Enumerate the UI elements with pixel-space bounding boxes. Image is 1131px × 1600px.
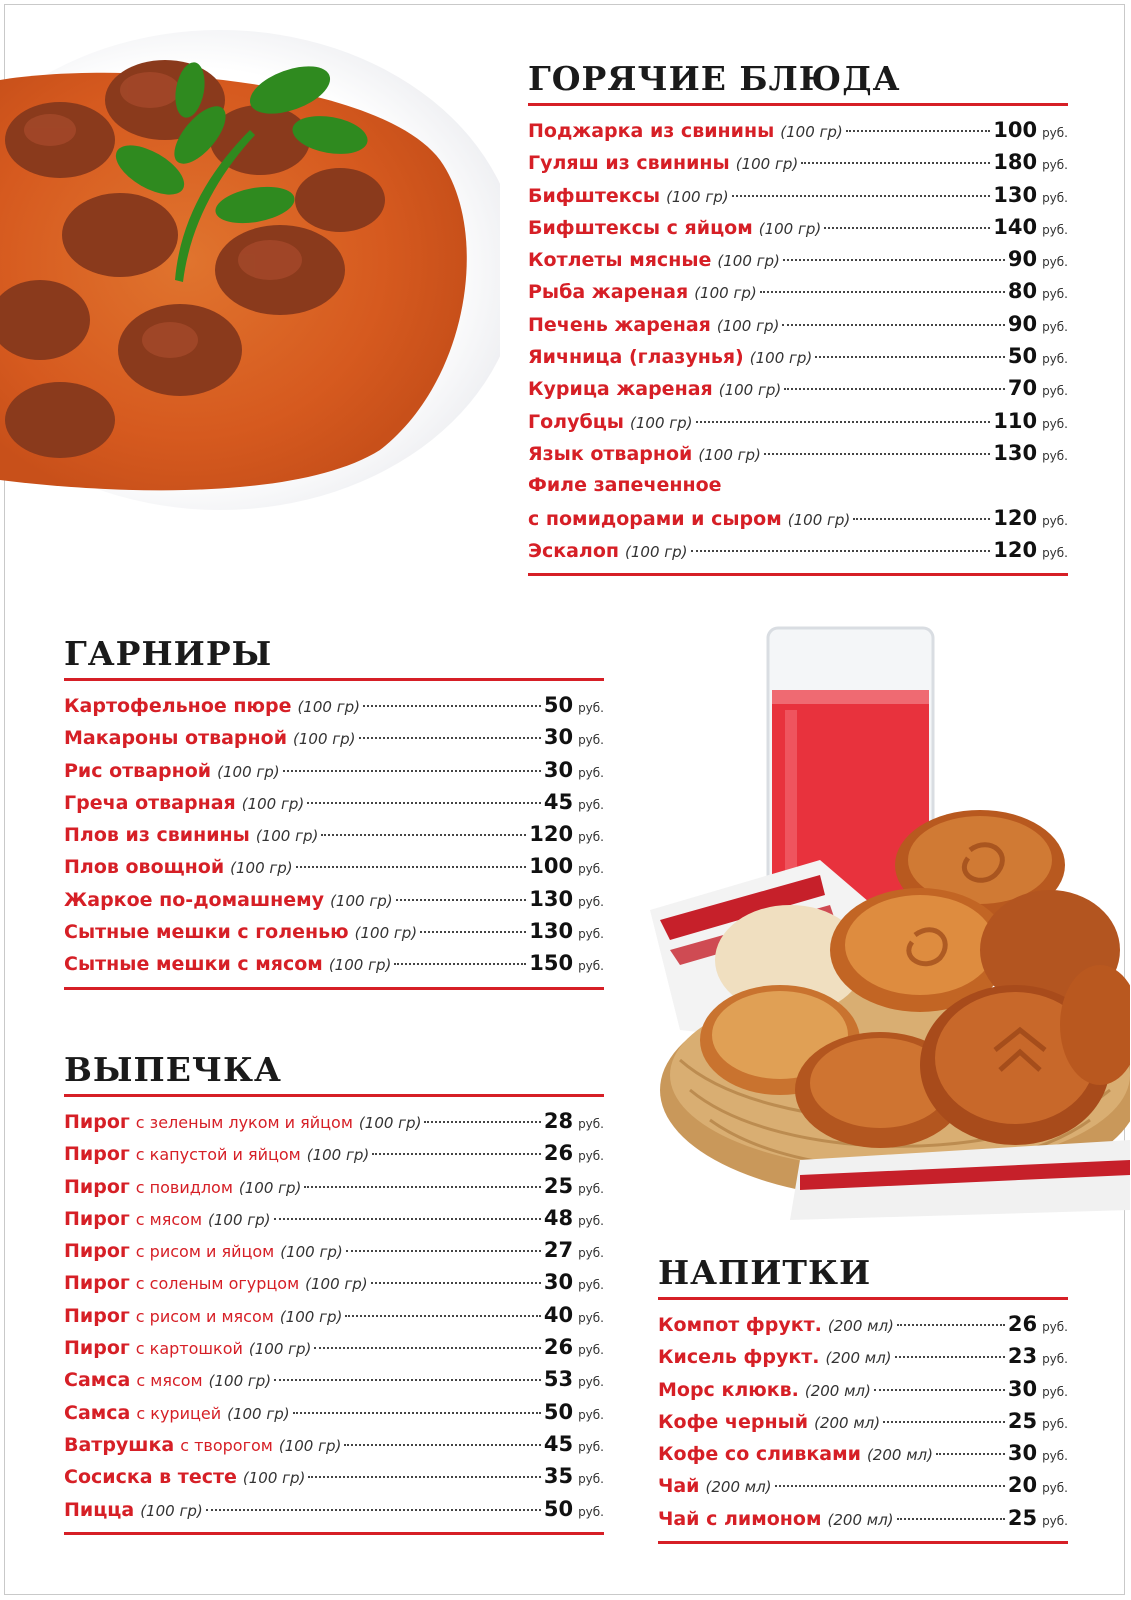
item-quantity: (100 гр): [230, 859, 293, 878]
item-description: с повидлом: [135, 1177, 233, 1197]
item-quantity: (100 гр): [666, 187, 729, 206]
item-quantity: (100 гр): [297, 698, 360, 716]
dot-leader: [293, 1412, 541, 1414]
item-name: Кофе черный: [658, 1410, 809, 1433]
item-price: 50: [543, 1496, 574, 1521]
item-quantity: (100 гр): [238, 1178, 302, 1197]
item-currency: руб.: [578, 1149, 604, 1164]
menu-item: [64, 1460, 604, 1492]
item-price: 48: [543, 1205, 574, 1230]
goulash-stew-image: [0, 20, 500, 520]
menu-item: [64, 754, 604, 786]
item-quantity: (100 гр): [241, 794, 305, 813]
menu-item: [528, 275, 1068, 307]
dot-leader: [815, 356, 1005, 358]
menu-item: [64, 1202, 604, 1234]
drinks-list: [658, 1308, 1068, 1534]
dot-leader: [824, 227, 990, 229]
item-price: 20: [1007, 1473, 1038, 1498]
item-name: Греча отварная: [64, 791, 236, 814]
menu-item: [658, 1405, 1068, 1437]
item-price: 35: [543, 1464, 574, 1489]
item-name: Чай с лимоном: [658, 1507, 822, 1530]
dot-leader: [274, 1379, 541, 1381]
menu-item: [64, 915, 604, 947]
item-currency: руб.: [1042, 319, 1068, 334]
section-title-garnishes: ГАРНИРЫ: [64, 634, 273, 673]
item-quantity: (200 мл): [827, 1317, 894, 1335]
item-name: Ватрушка: [64, 1433, 175, 1456]
item-currency: руб.: [578, 1439, 604, 1454]
dot-leader: [783, 259, 1005, 261]
item-currency: руб.: [1042, 448, 1068, 463]
item-name: Пирог: [64, 1111, 130, 1133]
item-currency: руб.: [1042, 1481, 1068, 1496]
item-price: 25: [543, 1173, 574, 1198]
item-name: Чай: [658, 1475, 700, 1498]
item-currency: руб.: [578, 1375, 604, 1390]
item-currency: руб.: [578, 701, 604, 715]
dot-leader: [420, 931, 526, 933]
item-name: Сосиска в тесте: [64, 1466, 237, 1489]
item-name: Бифштексы: [528, 184, 661, 207]
item-currency: руб.: [578, 1407, 604, 1422]
item-currency: руб.: [1042, 1384, 1068, 1399]
item-price: 25: [1007, 1408, 1038, 1433]
item-currency: руб.: [1042, 545, 1068, 560]
item-currency: руб.: [578, 1278, 604, 1293]
item-currency: руб.: [578, 1181, 604, 1196]
dot-leader: [307, 802, 541, 804]
item-quantity: (100 гр): [625, 542, 688, 561]
item-description: с рисом и яйцом: [135, 1242, 275, 1262]
item-name: Морс клюкв.: [658, 1378, 799, 1401]
item-description: с рисом и мясом: [135, 1306, 274, 1326]
menu-item: [64, 1363, 604, 1395]
section-rule: [64, 678, 604, 681]
item-currency: руб.: [1042, 126, 1068, 140]
item-name: Бифштексы с яйцом: [528, 216, 753, 239]
item-price: 130: [529, 886, 574, 911]
menu-item: [528, 243, 1068, 275]
item-price: 120: [529, 822, 574, 847]
item-currency: руб.: [578, 927, 604, 942]
dot-leader: [304, 1186, 540, 1188]
menu-item: [64, 1493, 604, 1525]
menu-item: [658, 1373, 1068, 1405]
menu-item: [64, 947, 604, 979]
item-description: с мясом: [135, 1209, 203, 1229]
item-price: 120: [993, 537, 1038, 562]
dot-leader: [283, 770, 541, 772]
dot-leader: [274, 1218, 541, 1220]
item-currency: руб.: [578, 1246, 604, 1261]
section-title-pastry: ВЫПЕЧКА: [64, 1050, 282, 1089]
item-name: Сытные мешки с голенью: [64, 921, 349, 944]
item-name: Сытные мешки с мясом: [64, 953, 323, 976]
item-quantity: (100 гр): [227, 1404, 290, 1423]
hot-dishes-section: [528, 59, 1068, 576]
menu-item: [658, 1308, 1068, 1340]
pastry-list: [64, 1105, 604, 1525]
dot-leader: [372, 1153, 541, 1155]
item-currency: руб.: [578, 862, 604, 877]
item-price: 45: [543, 789, 574, 814]
item-currency: руб.: [1042, 1352, 1068, 1367]
menu-item: [528, 469, 1068, 534]
dot-leader: [853, 518, 990, 520]
menu-item: [528, 179, 1068, 211]
item-price: 110: [993, 408, 1038, 433]
item-name: Гуляш из свинины: [528, 152, 730, 175]
item-description: с мясом: [136, 1371, 203, 1391]
item-currency: руб.: [578, 959, 604, 974]
dot-leader: [396, 899, 527, 901]
item-quantity: (200 мл): [825, 1349, 892, 1368]
item-currency: руб.: [1042, 1320, 1068, 1334]
dot-leader: [344, 1444, 540, 1446]
pies-basket-and-juice-image: [650, 620, 1130, 1230]
section-title-hot-dishes: ГОРЯЧИЕ БЛЮДА: [528, 59, 901, 98]
item-quantity: (200 мл): [814, 1413, 881, 1432]
item-quantity: (100 гр): [217, 762, 280, 781]
menu-item: [64, 689, 604, 721]
item-quantity: (100 гр): [630, 413, 693, 432]
item-currency: руб.: [1042, 158, 1068, 173]
item-price: 26: [1007, 1312, 1038, 1336]
item-quantity: (200 мл): [705, 1478, 772, 1497]
menu-item: [528, 340, 1068, 372]
dot-leader: [424, 1121, 540, 1123]
section-rule: [658, 1297, 1068, 1300]
dot-leader: [775, 1485, 1005, 1487]
drinks-section: [658, 1253, 1068, 1544]
item-quantity: (100 гр): [758, 219, 822, 238]
dot-leader: [897, 1518, 1005, 1520]
item-price: 27: [543, 1238, 574, 1263]
dot-leader: [308, 1476, 540, 1478]
menu-item: [658, 1469, 1068, 1501]
item-price: 30: [1007, 1376, 1038, 1401]
item-price: 50: [1007, 344, 1038, 369]
item-currency: руб.: [578, 1343, 604, 1358]
item-currency: руб.: [578, 1472, 604, 1487]
item-price: 120: [993, 505, 1038, 530]
item-name: Самса: [64, 1369, 131, 1392]
item-currency: руб.: [578, 1117, 604, 1131]
dot-leader: [846, 130, 990, 132]
item-price: 150: [529, 951, 574, 976]
item-price: 90: [1007, 311, 1038, 336]
hot-dishes-list: [528, 114, 1068, 469]
item-price: 50: [543, 1399, 574, 1424]
item-name: Кисель фрукт.: [658, 1346, 820, 1369]
item-quantity: (100 гр): [749, 349, 813, 368]
section-rule: [528, 573, 1068, 576]
menu-item: [64, 1234, 604, 1266]
item-price: 50: [543, 693, 574, 717]
section-rule: [658, 1541, 1068, 1544]
item-quantity: (100 гр): [278, 1436, 342, 1455]
item-name: Пирог: [64, 1207, 130, 1230]
dot-leader: [363, 705, 541, 707]
item-name: Самса: [64, 1401, 131, 1424]
item-price: 30: [543, 757, 574, 782]
menu-item: [528, 437, 1068, 469]
menu-item: [64, 1137, 604, 1169]
menu-item: [64, 1299, 604, 1331]
item-currency: руб.: [1042, 190, 1068, 205]
item-description: с зеленым луком и яйцом: [135, 1113, 353, 1132]
menu-item: [64, 883, 604, 915]
section-rule: [528, 103, 1068, 106]
item-price: 130: [529, 919, 574, 944]
item-quantity: (100 гр): [140, 1501, 203, 1520]
menu-item: [64, 818, 604, 850]
item-price: 53: [543, 1367, 574, 1392]
item-quantity: (100 гр): [305, 1275, 368, 1294]
item-currency: руб.: [1042, 513, 1068, 528]
menu-item: [64, 1396, 604, 1428]
item-quantity: (100 гр): [735, 155, 799, 174]
item-quantity: (100 гр): [255, 827, 319, 846]
menu-item: [528, 372, 1068, 404]
item-quantity: (100 гр): [328, 956, 392, 975]
item-quantity: (200 мл): [804, 1381, 871, 1400]
dot-leader: [371, 1282, 541, 1284]
dot-leader: [346, 1250, 541, 1252]
item-quantity: (100 гр): [280, 1243, 343, 1262]
menu-item: [528, 308, 1068, 340]
dot-leader: [801, 162, 990, 164]
item-currency: руб.: [1042, 416, 1068, 431]
item-currency: руб.: [578, 894, 604, 909]
menu-item: [528, 211, 1068, 243]
menu-item: [64, 850, 604, 882]
item-name: Печень жареная: [528, 313, 711, 336]
menu-item: [64, 1266, 604, 1298]
item-price: 30: [543, 1270, 574, 1295]
item-currency: руб.: [1042, 352, 1068, 367]
item-price: 180: [993, 150, 1038, 175]
section-rule: [64, 987, 604, 990]
dot-leader: [897, 1324, 1005, 1326]
menu-item: [528, 114, 1068, 146]
item-price: 23: [1007, 1344, 1038, 1369]
item-price: 90: [1007, 247, 1038, 272]
dot-leader: [874, 1389, 1005, 1391]
item-currency: руб.: [578, 1310, 604, 1325]
item-name: Филе запеченное: [528, 474, 722, 497]
dot-leader: [760, 291, 1005, 293]
item-currency: руб.: [1042, 384, 1068, 399]
item-name: Пирог: [64, 1240, 130, 1263]
item-name: Плов овощной: [64, 856, 225, 879]
item-currency: руб.: [578, 830, 604, 845]
item-quantity: (100 гр): [780, 123, 843, 141]
item-price: 100: [529, 854, 574, 879]
item-name: Язык отварной: [528, 442, 693, 465]
item-name: Пирог: [64, 1143, 130, 1166]
item-description: с капустой и яйцом: [135, 1145, 301, 1165]
item-description: с курицей: [136, 1403, 222, 1423]
dot-leader: [394, 963, 526, 965]
item-price: 40: [543, 1302, 574, 1327]
menu-item: [658, 1340, 1068, 1372]
menu-item: [528, 405, 1068, 437]
dot-leader: [895, 1356, 1005, 1358]
menu-item: [528, 534, 1068, 566]
item-name: Жаркое по-домашнему: [64, 888, 325, 911]
item-name: Пирог: [64, 1304, 130, 1327]
item-price: 100: [993, 118, 1038, 142]
item-name: Пирог: [64, 1272, 130, 1295]
menu-item: [64, 1331, 604, 1363]
dot-leader: [359, 737, 541, 739]
item-name: Курица жареная: [528, 378, 713, 401]
dot-leader: [732, 195, 991, 197]
item-price: 25: [1007, 1505, 1038, 1530]
garnishes-list: [64, 689, 604, 980]
menu-item: [658, 1437, 1068, 1469]
garnishes-section: [64, 634, 604, 990]
item-quantity: (100 гр): [293, 730, 356, 749]
item-name: Котлеты мясные: [528, 249, 712, 272]
item-price: 130: [993, 440, 1038, 465]
item-name: Поджарка из свинины: [528, 120, 775, 142]
item-currency: руб.: [1042, 1513, 1068, 1528]
item-name: Яичница (глазунья): [528, 346, 744, 369]
item-currency: руб.: [578, 733, 604, 748]
dot-leader: [345, 1315, 541, 1317]
menu-item: [64, 1170, 604, 1202]
menu-item: [64, 1105, 604, 1137]
item-name: Эскалоп: [528, 539, 620, 562]
item-quantity: (200 мл): [866, 1446, 933, 1465]
dot-leader: [691, 550, 991, 552]
dot-leader: [321, 834, 526, 836]
item-price: 26: [543, 1141, 574, 1166]
item-currency: руб.: [578, 1504, 604, 1519]
menu-item: [528, 146, 1068, 178]
item-name: Пицца: [64, 1498, 135, 1521]
item-currency: руб.: [1042, 255, 1068, 270]
item-price: 130: [993, 182, 1038, 207]
item-quantity: (100 гр): [787, 510, 851, 529]
section-rule: [64, 1094, 604, 1097]
item-quantity: (100 гр): [306, 1146, 370, 1165]
item-name: Картофельное пюре: [64, 695, 292, 717]
item-quantity: (100 гр): [208, 1210, 271, 1229]
item-name: Плов из свинины: [64, 824, 250, 847]
item-price: 30: [543, 725, 574, 750]
menu-item: [64, 786, 604, 818]
item-currency: руб.: [578, 1213, 604, 1228]
menu-item: [64, 1428, 604, 1460]
item-quantity: (100 гр): [330, 891, 393, 910]
dot-leader: [936, 1453, 1005, 1455]
item-quantity: (100 гр): [718, 381, 782, 400]
item-currency: руб.: [1042, 1416, 1068, 1431]
item-name: Рис отварной: [64, 759, 212, 782]
item-currency: руб.: [1042, 1449, 1068, 1464]
item-name: Пирог: [64, 1337, 130, 1360]
item-quantity: (100 гр): [716, 316, 780, 335]
section-title-drinks: НАПИТКИ: [658, 1253, 872, 1292]
item-description: с соленым огурцом: [135, 1274, 300, 1294]
item-quantity: (200 мл): [827, 1510, 894, 1529]
item-price: 45: [543, 1431, 574, 1456]
item-currency: руб.: [1042, 287, 1068, 302]
item-quantity: (100 гр): [698, 445, 761, 464]
item-price: 70: [1007, 376, 1038, 401]
item-description: с картошкой: [135, 1339, 243, 1359]
dot-leader: [784, 388, 1005, 390]
dot-leader: [764, 453, 990, 455]
item-name: с помидорами и сыром: [528, 507, 782, 530]
dot-leader: [696, 421, 991, 423]
dot-leader: [296, 866, 527, 868]
item-price: 140: [993, 214, 1038, 239]
item-quantity: (100 гр): [242, 1469, 306, 1488]
item-quantity: (100 гр): [279, 1307, 343, 1326]
item-price: 28: [543, 1109, 574, 1133]
item-quantity: (100 гр): [358, 1114, 422, 1132]
section-rule: [64, 1532, 604, 1535]
menu-item: [658, 1502, 1068, 1534]
dot-leader: [314, 1347, 540, 1349]
item-currency: руб.: [1042, 222, 1068, 237]
item-name: Кофе со сливками: [658, 1443, 861, 1466]
item-quantity: (100 гр): [208, 1372, 272, 1391]
menu-item: [64, 721, 604, 753]
item-price: 80: [1007, 279, 1038, 304]
dot-leader: [782, 324, 1004, 326]
item-price: 26: [543, 1335, 574, 1360]
item-name: Компот фрукт.: [658, 1314, 822, 1336]
item-currency: руб.: [578, 765, 604, 780]
item-name: Рыба жареная: [528, 281, 689, 304]
item-name: Пирог: [64, 1175, 130, 1198]
pastry-section: [64, 1050, 604, 1535]
item-quantity: (100 гр): [248, 1340, 312, 1359]
dot-leader: [206, 1509, 541, 1511]
item-price: 30: [1007, 1441, 1038, 1466]
dot-leader: [883, 1421, 1005, 1423]
item-quantity: (100 гр): [717, 252, 780, 271]
item-description: с творогом: [180, 1435, 273, 1455]
item-name: Голубцы: [528, 410, 624, 433]
item-currency: руб.: [578, 797, 604, 812]
item-quantity: (100 гр): [694, 284, 757, 303]
item-quantity: (100 гр): [354, 924, 418, 943]
item-name: Макароны отварной: [64, 727, 288, 750]
